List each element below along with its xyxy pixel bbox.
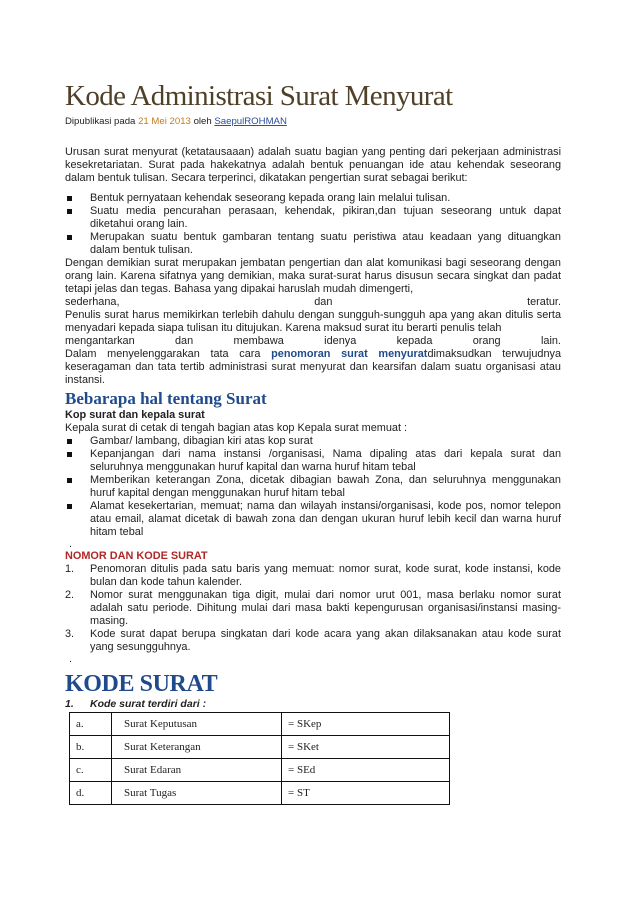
list-item: Merupakan suatu bentuk gambaran tentang suatu peristiwa atau keadaan yang dituangkan dalam bentuk tulisan.	[65, 231, 561, 257]
row-code: = SKep	[282, 713, 450, 736]
row-key: a.	[70, 713, 112, 736]
subheading-kop: Kop surat dan kepala surat	[65, 409, 205, 421]
paragraph-2-last-line: sederhana, dan teratur.	[65, 296, 561, 308]
kop-lead: Kepala surat di cetak di tengah bagian atas kop Kepala surat memuat :	[65, 422, 408, 434]
paragraph-4: Dalam menyelenggarakan tata cara penomoran surat menyuratdimaksudkan terwujudnya keseragaman dan tata tertib administrasi surat menyurat dan kearsifan dalam suatu organisasi atau instansi.	[65, 348, 561, 386]
row-name: Surat Tugas	[112, 782, 282, 805]
kode-table	[69, 712, 450, 805]
row-name: Surat Keputusan	[112, 713, 282, 736]
list-item: Gambar/ lambang, dibagian kiri atas kop surat	[65, 435, 561, 448]
list-item: Kepanjangan dari nama instansi /organisasi, Nama dipaling atas dari kepala surat dan seluruhnya menggunakan huruf kapital dan warna huruf hitam tebal	[65, 448, 561, 474]
paragraph-2: Dengan demikian surat merupakan jembatan pengertian dan alat komunikasi bagi seseorang dengan orang lain. Karena sifatnya yang demikian, maka surat-surat harus disusun secara singkat dan padat tetapi jelas dan tegas. Bahasa yang dipakai haruslah mudah dimengerti,	[65, 257, 561, 295]
list-item: Alamat kesekertarian, memuat; nama dan wilayah instansi/organisasi, kode pos, nomor telepon atau email, alamat dicetak di bawah zona dan dengan ukuran huruf lebih kecil dan warna huruf hitam tebal	[65, 500, 561, 539]
nomor-list	[65, 563, 561, 654]
bullet-icon	[67, 478, 72, 483]
bullet-icon	[67, 235, 72, 240]
publish-meta	[65, 116, 287, 127]
separator-dot: .	[69, 653, 73, 665]
meta-prefix: Dipublikasi pada	[65, 116, 136, 127]
row-name: Surat Keterangan	[112, 736, 282, 759]
list-item: 2. Nomor surat menggunakan tiga digit, mulai dari nomor urut 001, masa berlaku nomor surat adalah satu periode. Dihitung mulai dari masa bakti kepengurusan organisasi/instansi masing-masing.	[65, 589, 561, 627]
row-code: = SKet	[282, 736, 450, 759]
kode-subheading: 1. Kode surat terdiri dari :	[65, 698, 207, 710]
row-key: d.	[70, 782, 112, 805]
row-key: c.	[70, 759, 112, 782]
bullet-icon	[67, 209, 72, 214]
section-heading-nomor: NOMOR DAN KODE SURAT	[65, 550, 208, 562]
author-link[interactable]: SaepulROHMAN	[214, 116, 287, 127]
section-heading-kode: KODE SURAT	[65, 671, 218, 697]
paragraph-3: Penulis surat harus memikirkan terlebih dahulu dengan sungguh-sungguh apa yang akan ditulis serta menyadari kepada siapa tulisan itu ditujukan. Karena maksud surat itu berarti penulis telah	[65, 309, 561, 334]
definition-list	[65, 192, 561, 257]
list-item: 1. Penomoran ditulis pada satu baris yang memuat: nomor surat, kode surat, kode instansi, kode bulan dan kode tahun kalender.	[65, 563, 561, 588]
highlight-link[interactable]: penomoran surat menyurat	[271, 348, 428, 360]
table-row	[70, 713, 450, 736]
paragraph-3-last-line: mengantarkan dan membawa idenya kepada orang lain.	[65, 335, 561, 347]
page-title: Kode Administrasi Surat Menyurat	[65, 80, 453, 112]
separator-dot: .	[69, 538, 73, 550]
article-body	[65, 146, 561, 805]
table-row	[70, 759, 450, 782]
intro-paragraph: Urusan surat menyurat (ketatausaaan) adalah suatu bagian yang penting dari pekerjaan administrasi kesekretariatan. Surat pada hakekatnya adalah bentuk penuangan ide atau kehendak seseorang dalam bentuk tulisan. Secara terperinci, dikatakan pengertian surat sebagai berikut:	[65, 146, 561, 184]
list-item: 3. Kode surat dapat berupa singkatan dari kode acara yang akan dilaksanakan atau kode surat yang sesungguhnya.	[65, 628, 561, 653]
kop-list	[65, 435, 561, 539]
row-key: b.	[70, 736, 112, 759]
table-row	[70, 736, 450, 759]
publish-date: 21 Mei 2013	[138, 116, 191, 127]
bullet-icon	[67, 196, 72, 201]
row-name: Surat Edaran	[112, 759, 282, 782]
row-code: = ST	[282, 782, 450, 805]
section-heading-surat: Bebarapa hal tentang Surat	[65, 389, 267, 408]
list-item: Bentuk pernyataan kehendak seseorang kepada orang lain melalui tulisan.	[65, 192, 561, 205]
list-item: Suatu media pencurahan perasaan, kehendak, pikiran,dan tujuan seseorang untuk dapat diketahui orang lain.	[65, 205, 561, 231]
bullet-icon	[67, 504, 72, 509]
row-code: = SEd	[282, 759, 450, 782]
meta-by: oleh	[193, 116, 212, 127]
list-item: Memberikan keterangan Zona, dicetak dibagian bawah Zona, dan seluruhnya menggunakan huruf kapital dengan menggunakan huruf hitam tebal	[65, 474, 561, 500]
bullet-icon	[67, 439, 72, 444]
table-row	[70, 782, 450, 805]
bullet-icon	[67, 452, 72, 457]
